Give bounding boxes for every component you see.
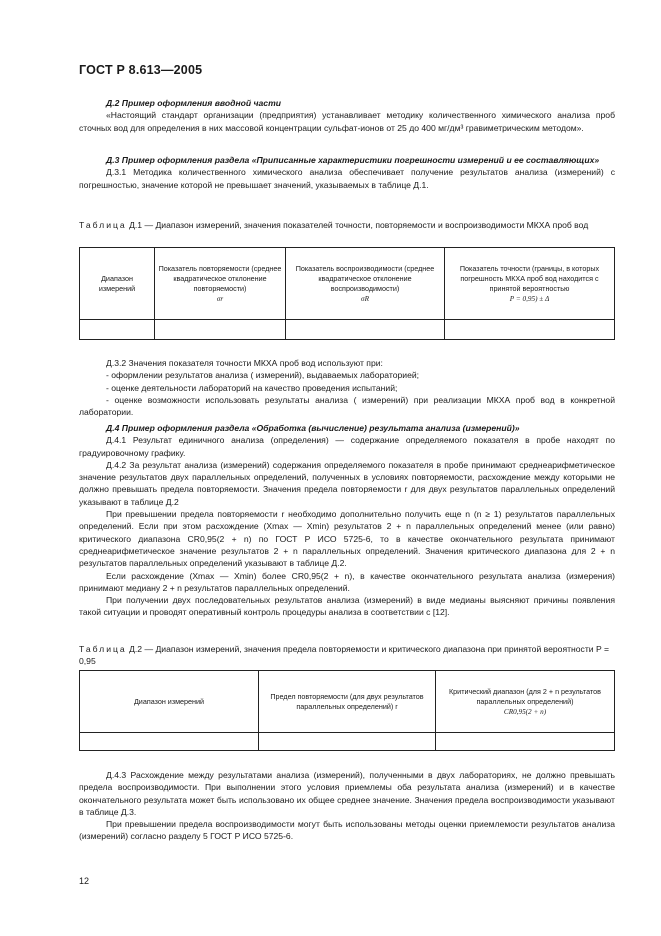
section-d4-paragraph-3: При превышении предела повторяемости r необходимо дополнительно получить еще n (n ≥ 1) результатов параллельных определений. Если при этом расхождение (Xmax — Xmin) результатов 2 + n параллельных определений менее (или равно) критического диапазона CR0,95(2 + n) по ГОСТ Р ИСО 5725-6, то в качестве окончательного результата принимают среднеарифметическое значение результатов 2 + n параллельных определений. Значения критического диапазона для 2 + n результатов параллельных определений указывают в таблице Д.2. xyxy=(79,509,615,569)
table-d1-label: Таблица xyxy=(79,220,127,230)
section-d3-paragraph-1: Д.3.1 Методика количественного химического анализа обеспечивает получение результатов анализа (измерений) с погрешностью, значение которой не превышает значений, указываемых в таблице Д.1. xyxy=(79,167,615,190)
table-d2-title: Д.2 — Диапазон измерений, значения предела повторяемости и критического диапазона при принятой вероятности P = 0,95 xyxy=(79,644,609,666)
page-number: 12 xyxy=(79,876,90,886)
sigma-R-symbol: σR xyxy=(361,294,369,303)
document-header: ГОСТ Р 8.613—2005 xyxy=(79,63,203,77)
table-d2-header-row xyxy=(80,671,615,733)
sigma-r-symbol: σr xyxy=(216,294,224,303)
table-d1-caption xyxy=(79,219,615,231)
section-d2-heading: Д.2 Пример оформления вводной части xyxy=(106,98,281,108)
table-d1-col-repeatability: Показатель повторяемости (среднее квадратическое отклонение повторяемости) σr xyxy=(155,248,286,320)
list-item: - оценке возможности использовать результаты анализа ( измерений) при реализации МКХА проб вод в конкретной лаборатории. xyxy=(79,394,615,418)
section-d4-paragraph-7: При превышении предела воспроизводимости могут быть использованы методы оценки приемлемости результатов анализа (измерений) согласно разделу 5 ГОСТ Р ИСО 5725-6. xyxy=(79,819,615,842)
table-d2-caption xyxy=(79,643,615,667)
section-d3-paragraph-2: Д.3.2 Значения показателя точности МКХА проб вод используют при: xyxy=(106,358,383,368)
section-d4-heading: Д.4 Пример оформления раздела «Обработка (вычисление) результата анализа (измерений)» xyxy=(106,423,520,433)
accuracy-symbol: P = 0,95) ± Δ xyxy=(509,294,550,303)
section-d3 xyxy=(79,154,615,191)
section-d4-part-2 xyxy=(79,769,615,843)
table-d2-empty-row xyxy=(80,733,615,751)
section-d4 xyxy=(79,422,615,619)
section-d4-paragraph-4: Если расхождение (Xmax — Xmin) более CR0,95(2 + n), в качестве окончательного результата анализа (измерения) принимают медиану 2 + n результатов параллельных определений. xyxy=(79,570,615,593)
table-d1-header-row xyxy=(80,248,615,320)
table-d1-empty-row xyxy=(80,320,615,340)
table-d1-col-reproducibility: Показатель воспроизводимости (среднее квадратическое отклонение воспроизводимости) σR xyxy=(286,248,445,320)
table-d2-label: Таблица xyxy=(79,644,127,654)
section-d2 xyxy=(79,97,615,134)
table-d1 xyxy=(79,247,615,340)
section-d4-paragraph-6: Д.4.3 Расхождение между результатами анализа (измерений), полученными в двух лабораториях, не должно превышать предела воспроизводимости. При выполнении этого условия приемлемы оба результата анализа (измерений) и в качестве окончательного результата может быть использовано их общее среднее значение. Значения предела воспроизводимости указывают в таблице Д.3. xyxy=(79,770,615,817)
section-d4-paragraph-5: При получении двух последовательных результатов анализа (измерений) в виде медианы выясняют причины появления такой ситуации и проводят оперативный контроль процедуры анализа в соответствии с [12]. xyxy=(79,595,615,618)
section-d3-part-2 xyxy=(79,357,615,418)
section-d2-text: «Настоящий стандарт организации (предприятия) устанавливает методику количественного химического анализа проб сточных вод для определения в них массовой концентрации сульфат-ионов от 25 до 400 мг/дм³ гравиметрическим методом». xyxy=(79,110,615,133)
table-d1-title: Д.1 — Диапазон измерений, значения показателей точности, повторяемости и воспроизводимости МКХА проб вод xyxy=(129,220,589,230)
list-item: - оценке деятельности лабораторий на качество проведения испытаний; xyxy=(106,382,398,393)
table-d2-col-repeatability-limit: Предел повторяемости (для двух результатов параллельных определений) r xyxy=(259,671,436,733)
list-item: - оформлении результатов анализа ( измерений), выдаваемых лабораторией; xyxy=(106,370,420,381)
table-d1-col-range: Диапазон измерений xyxy=(80,248,155,320)
table-d2-col-critical-range: Критический диапазон (для 2 + n результатов параллельных определений) CR0,95(2 + n) xyxy=(436,671,615,733)
section-d4-paragraph-1: Д.4.1 Результат единичного анализа (определения) — содержание определяемого показателя в пробе находят по градуировочному графику. xyxy=(79,435,615,458)
section-d4-paragraph-2: Д.4.2 За результат анализа (измерений) содержания определяемого показателя в пробе принимают среднеарифметическое значение результатов двух параллельных определений, полученных в условиях повторяемости, расхождение между которыми не должно превышать предела повторяемости. Значения предела повторяемости r для двух результатов параллельных определений указывают в таблице Д.2 xyxy=(79,459,615,507)
table-d2-col-range: Диапазон измерений xyxy=(80,671,259,733)
table-d1-col-accuracy: Показатель точности (границы, в которых погрешность МКХА проб вод находится с принятой вероятностью P = 0,95) ± Δ xyxy=(445,248,615,320)
table-d2 xyxy=(79,670,615,751)
section-d3-heading: Д.3 Пример оформления раздела «Приписанные характеристики погрешности измерений и ее составляющих» xyxy=(106,155,600,165)
critical-range-symbol: CR0,95(2 + n) xyxy=(503,707,547,716)
